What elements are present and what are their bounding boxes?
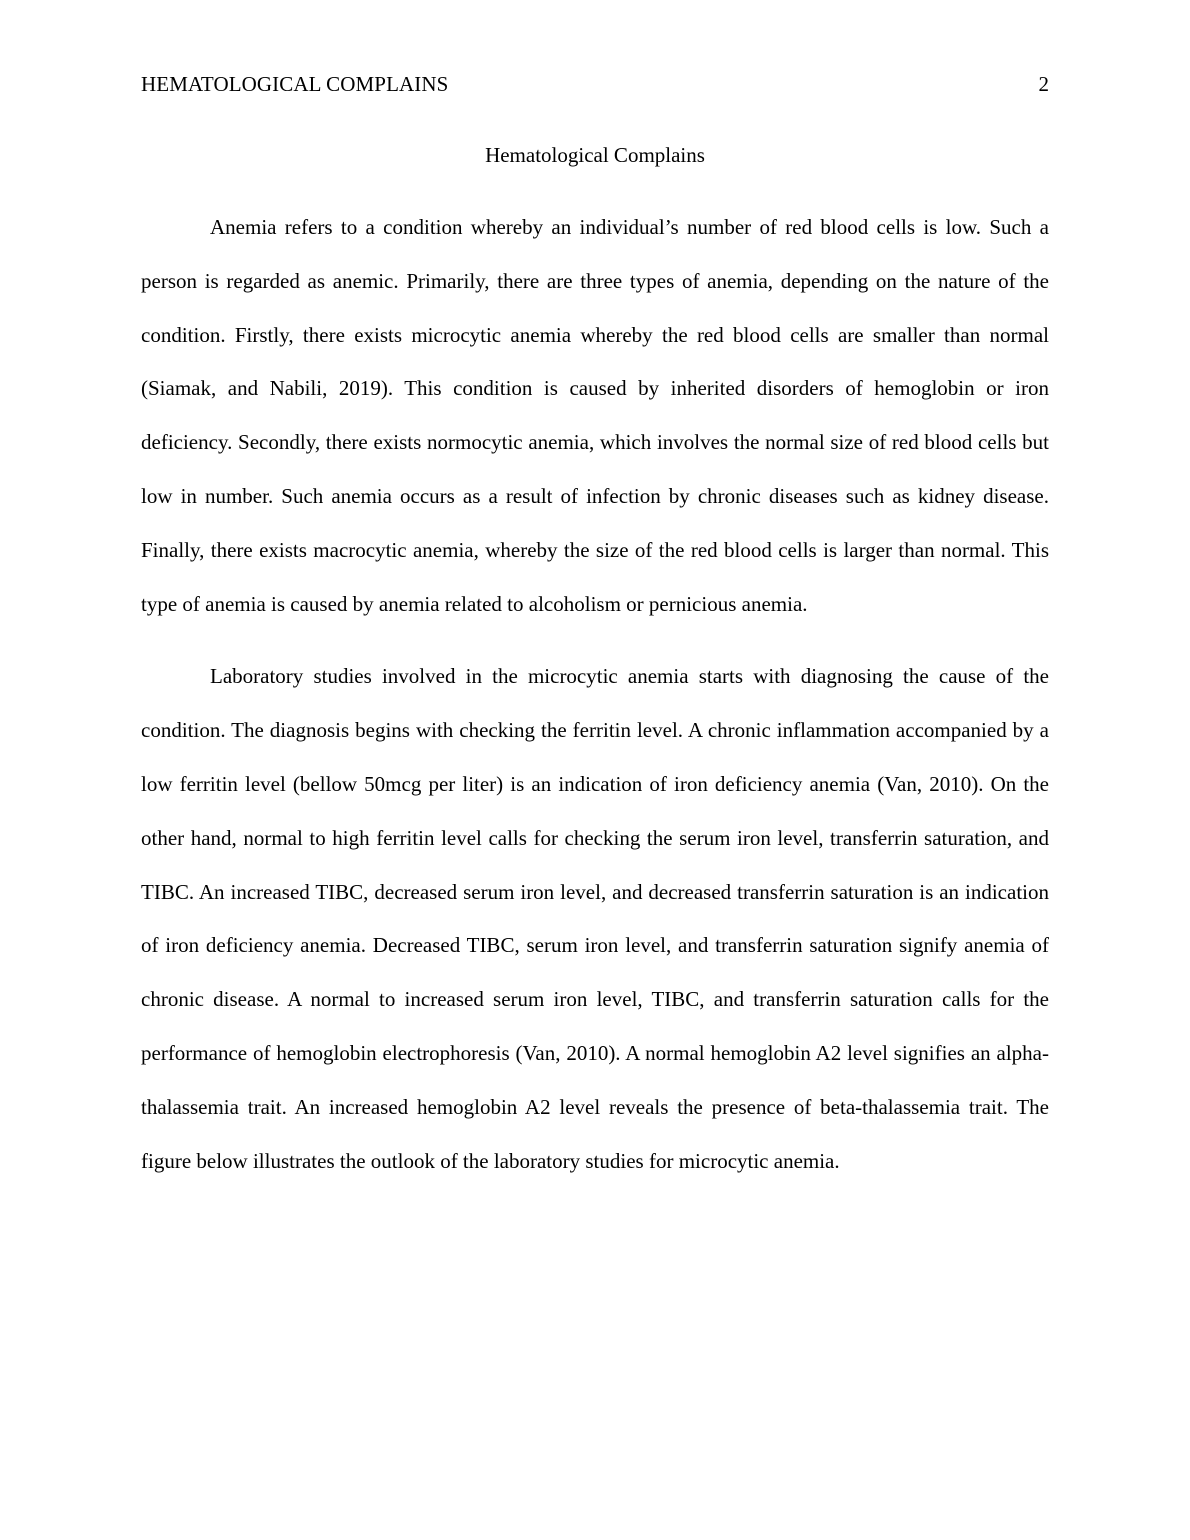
document-body: [141, 201, 1049, 1188]
document-title: Hematological Complains: [485, 143, 705, 167]
running-head: HEMATOLOGICAL COMPLAINS: [141, 72, 449, 96]
paragraph-laboratory-studies: Laboratory studies involved in the microcytic anemia starts with diagnosing the cause of the condition. The diagnosis begins with checking the ferritin level. A chronic inflammation accompanied by a low ferritin level (bellow 50mcg per liter) is an indication of iron deficiency anemia (Van, 2010). On the other hand, normal to high ferritin level calls for checking the serum iron level, transferrin saturation, and TIBC. An increased TIBC, decreased serum iron level, and decreased transferrin saturation is an indication of iron deficiency anemia. Decreased TIBC, serum iron level, and transferrin saturation signify anemia of chronic disease. A normal to increased serum iron level, TIBC, and transferrin saturation calls for the performance of hemoglobin electrophoresis (Van, 2010). A normal hemoglobin A2 level signifies an alpha-thalassemia trait. An increased hemoglobin A2 level reveals the presence of beta-thalassemia trait. The figure below illustrates the outlook of the laboratory studies for microcytic anemia.: [141, 664, 1049, 1173]
paragraph-anemia-types: Anemia refers to a condition whereby an individual’s number of red blood cells is low. Such a person is regarded as anemic. Primarily, there are three types of anemia, depending on the nature of the condition. Firstly, there exists microcytic anemia whereby the red blood cells are smaller than normal (Siamak, and Nabili, 2019). This condition is caused by inherited disorders of hemoglobin or iron deficiency. Secondly, there exists normocytic anemia, which involves the normal size of red blood cells but low in number. Such anemia occurs as a result of infection by chronic diseases such as kidney disease. Finally, there exists macrocytic anemia, whereby the size of the red blood cells is larger than normal. This type of anemia is caused by anemia related to alcoholism or pernicious anemia.: [141, 215, 1049, 616]
page-number: 2: [1038, 72, 1049, 96]
